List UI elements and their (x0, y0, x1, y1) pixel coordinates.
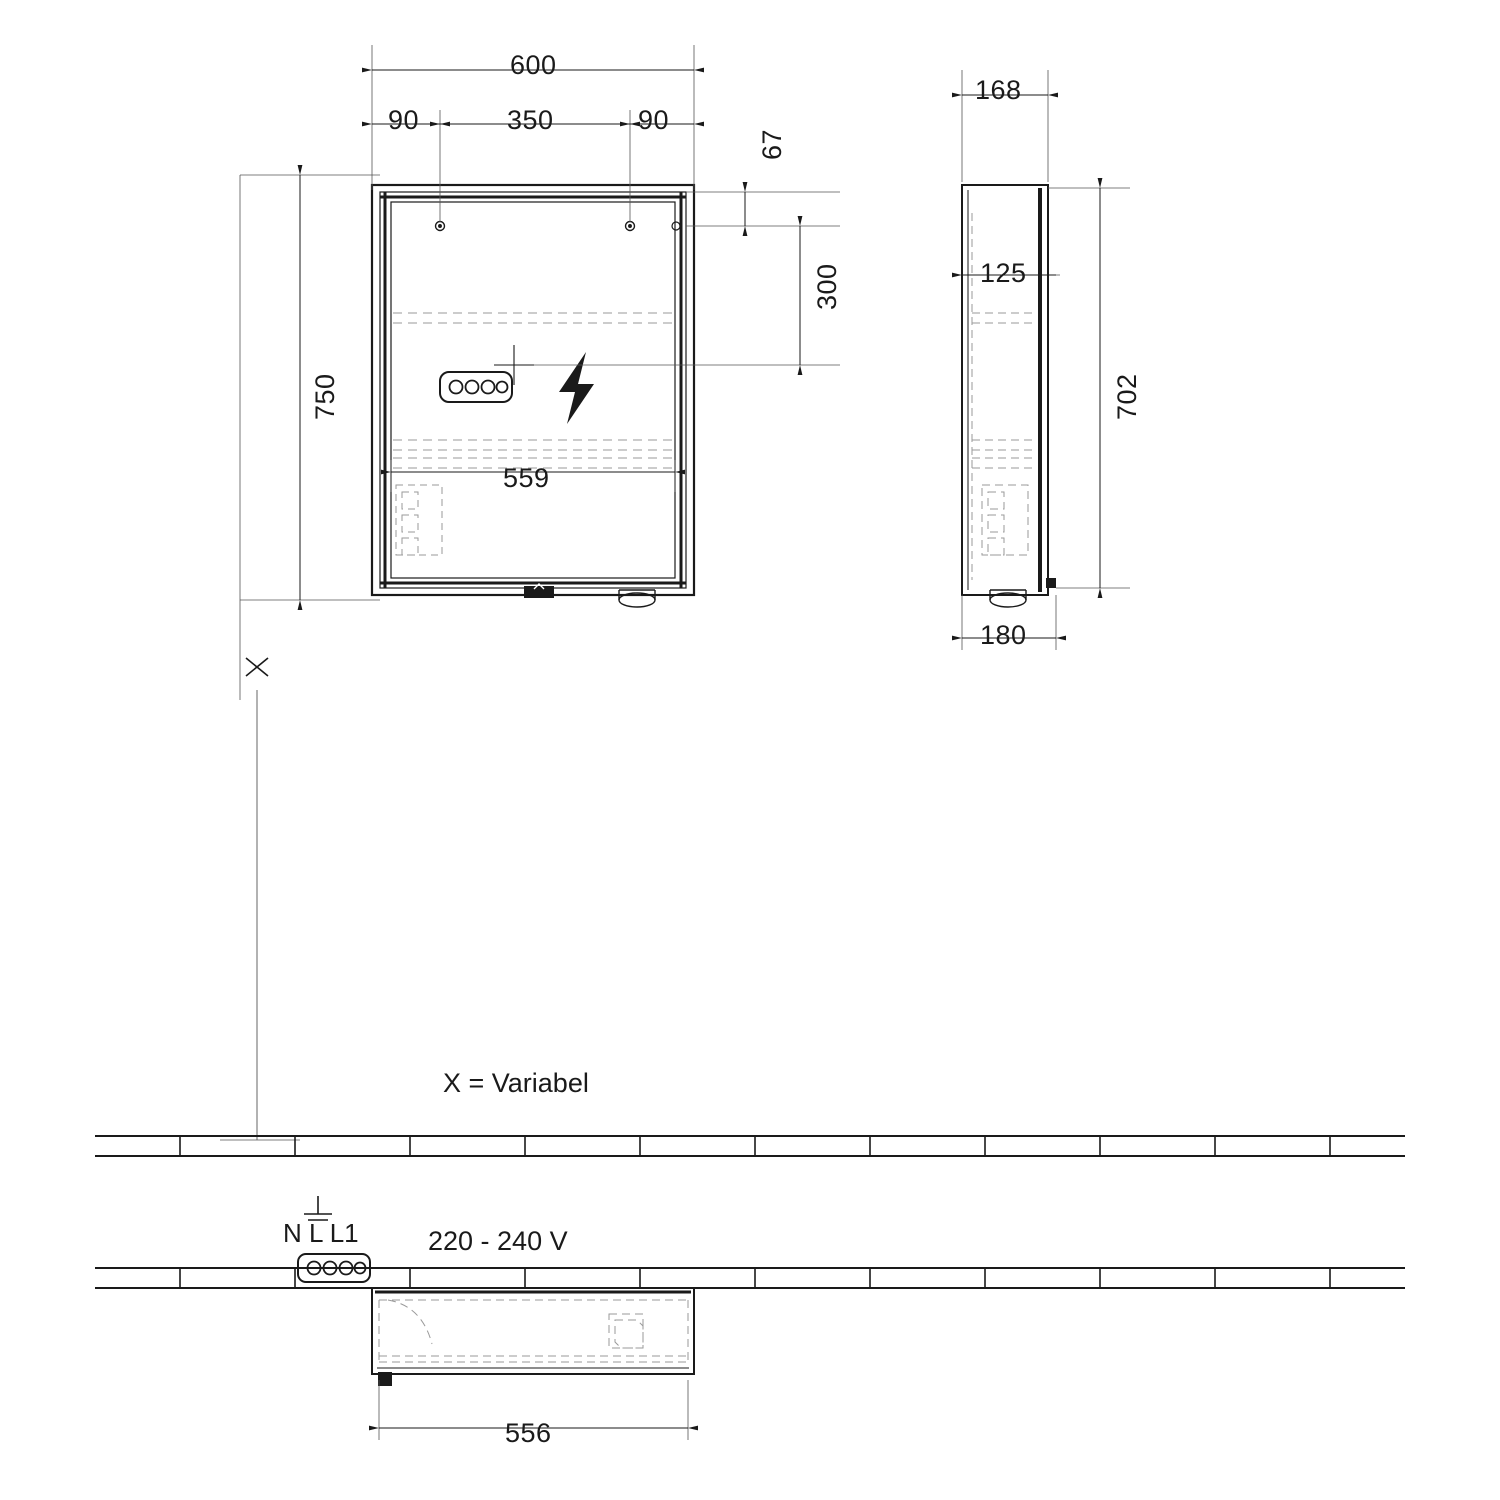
dim-fixing-spacing: 350 (507, 105, 554, 135)
dim-top-offset: 67 (757, 128, 787, 160)
dim-overall-width: 600 (510, 50, 557, 80)
front-hidden-shelves (393, 313, 673, 468)
dim-total-depth: 180 (980, 620, 1027, 650)
dim-right-fixing-offset: 90 (638, 105, 670, 135)
front-socket-box (396, 485, 442, 555)
note-variable: X = Variabel (443, 1068, 589, 1098)
dim-inner-width-plan: 556 (505, 1418, 552, 1448)
terminal-symbol-front (440, 372, 512, 402)
dim-socket-height: 300 (812, 263, 842, 310)
x-variable-dimension (220, 658, 300, 1140)
lightning-bolt-icon (559, 352, 594, 424)
side-bottom-fittings (990, 578, 1056, 607)
side-dimension-lines (962, 95, 1100, 638)
dim-depth: 168 (975, 75, 1022, 105)
terminal-labels: N L L1 (283, 1218, 359, 1248)
front-view-geometry (372, 185, 694, 595)
dim-shelf-height: 125 (980, 258, 1027, 288)
dim-overall-height: 750 (310, 373, 340, 420)
side-view-geometry (962, 185, 1048, 595)
plan-hidden-lines (379, 1300, 688, 1362)
note-voltage: 220 - 240 V (428, 1226, 568, 1256)
fixing-holes (436, 222, 681, 231)
dim-body-height: 702 (1112, 373, 1142, 420)
side-extension-lines (962, 70, 1130, 650)
dim-inner-width-front: 559 (503, 463, 550, 493)
plan-bottom-fitting (378, 1372, 392, 1386)
centre-cross (494, 345, 534, 385)
dim-left-fixing-offset: 90 (388, 105, 420, 135)
front-dimension-lines (300, 70, 800, 600)
wall-band-upper (95, 1136, 1405, 1156)
plan-view-geometry (372, 1288, 694, 1374)
wall-band-lower (95, 1268, 1405, 1288)
